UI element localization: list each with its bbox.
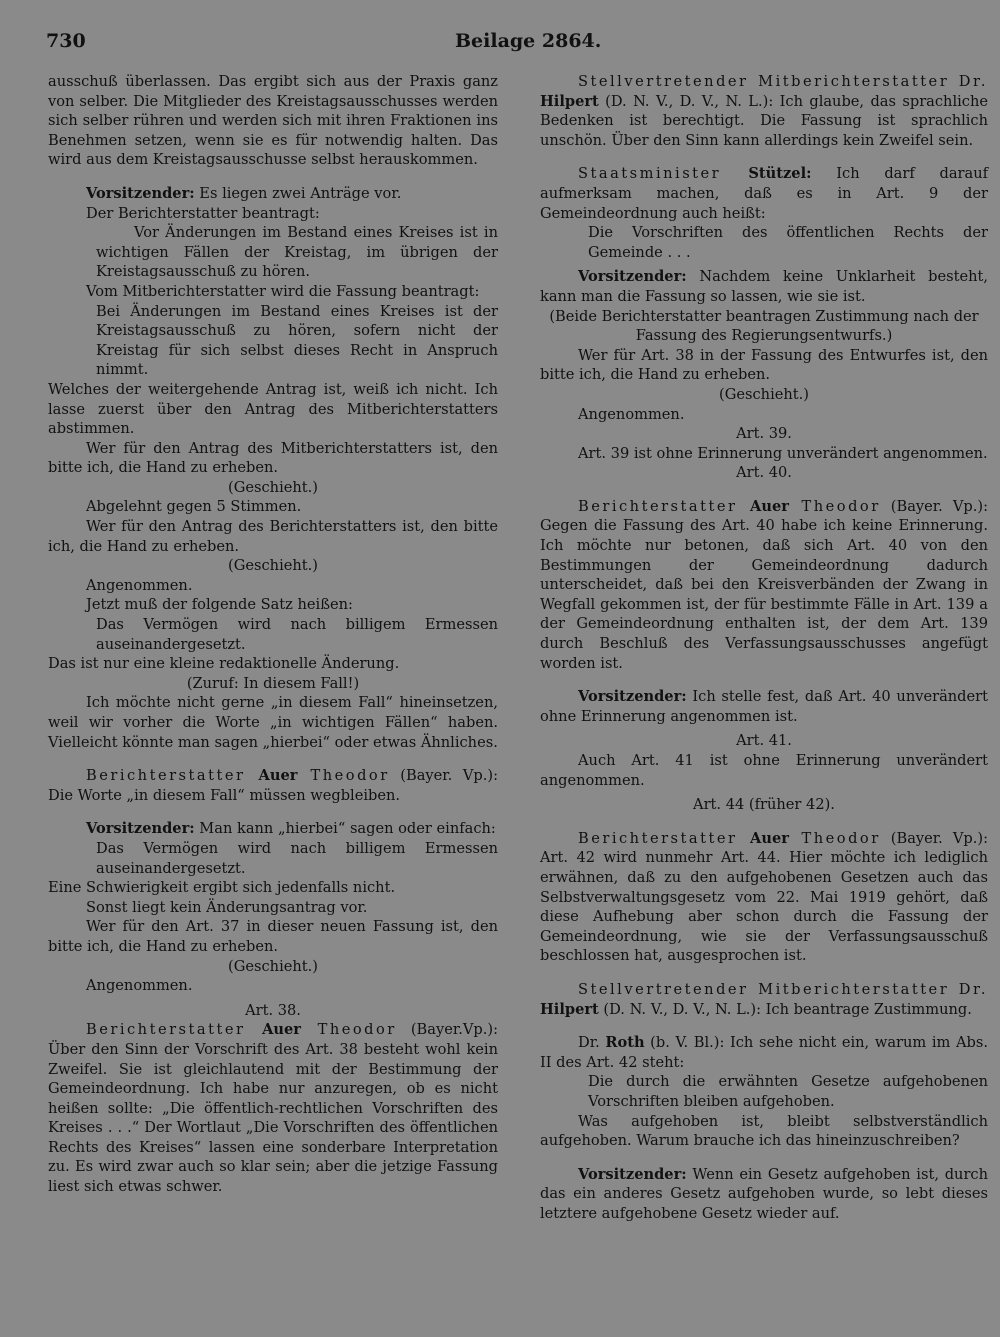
speech-text: (D. N. V., D. V., N. L.): Ich glaube, das sprachliche Bedenken ist berechtigt. Die Fassung ist sprachlich unschön. Über den Sinn kann allerdings kein Zweifel sein. — [540, 92, 988, 149]
speaker-name: Vorsitzender: — [86, 820, 195, 838]
speaker-paragraph — [540, 1033, 988, 1072]
speech-text: (b. V. Bl.): Ich sehe nicht ein, warum im Abs. II des Art. 42 steht: — [540, 1034, 988, 1071]
paragraph: Auch Art. 41 ist ohne Erinnerung unverändert angenommen. — [540, 752, 988, 789]
speaker-title: Dr. — [578, 1034, 606, 1052]
speech-text: (Bayer. Vp.): Gegen die Fassung des Art. 40 habe ich keine Erinnerung. Ich möchte nur betonen, daß sich Art. 40 von den Bestimmungen der Gemeindeordnung dadurch unterscheidet, daß bei den Kreisverbänden der Zwang in Wegfall gekommen ist, der für bestimmte Fälle in Art. 139 a der Gemeindeordnung enthalten ist, der dem Art. 139 durch Beschluß des Verfassungsausschusses angefügt worden ist. — [540, 497, 988, 672]
paragraph: Jetzt muß der folgende Satz heißen: — [86, 596, 353, 614]
paragraph: Angenommen. — [578, 405, 685, 423]
paragraph: Wer für den Art. 37 in dieser neuen Fassung ist, den bitte ich, die Hand zu erheben. — [48, 918, 498, 955]
speaker-name: Auer — [258, 767, 298, 785]
quoted-text: Vor Änderungen im Bestand eines Kreises ist in wichtigen Fällen der Kreistag, im übrigen der Kreistagsausschuß zu hören. — [96, 224, 498, 281]
paragraph: Eine Schwierigkeit ergibt sich jedenfalls nicht. — [48, 879, 396, 897]
stage-direction: (Beide Berichterstatter beantragen Zustimmung nach der Fassung des Regierungsentwurfs.) — [549, 307, 979, 345]
article-heading: Art. 40. — [736, 464, 792, 482]
stage-direction: (Geschieht.) — [228, 478, 318, 496]
speaker-paragraph — [48, 184, 498, 204]
article-heading: Art. 41. — [736, 732, 792, 750]
speech-text: (Bayer. Vp.): Die Worte „in diesem Fall“ müssen wegbleiben. — [48, 767, 498, 804]
speaker-name: Auer — [750, 497, 789, 515]
speaker-name: Auer — [262, 1021, 301, 1039]
paragraph: ausschuß überlassen. Das ergibt sich aus der Praxis ganz von selber. Die Mitglieder des Kreistagsausschusses werden sich selber rühren und werden sich mit ihren Fraktionen ins Benehmen setzen, wenn sie es für notwendig halten. Das wird aus dem Kreistagsausschusse selbst herauskommen. — [48, 73, 498, 169]
speaker-paragraph — [540, 72, 988, 150]
paragraph: Welches der weitergehende Antrag ist, weiß ich nicht. Ich lasse zuerst über den Antrag des Mitberichterstatters abstimmen. — [48, 380, 498, 438]
speaker-paragraph — [540, 687, 988, 726]
speech-text: Es liegen zwei Anträge vor. — [194, 184, 402, 202]
paragraph: Ich möchte nicht gerne „in diesem Fall“ hineinsetzen, weil wir vorher die Worte „in wichtigen Fällen“ haben. Vielleicht könnte man sagen „hierbei“ oder etwas Ähnliches. — [48, 694, 498, 751]
right-column — [540, 72, 988, 1223]
speaker-paragraph — [540, 497, 988, 673]
paragraph: Das ist nur eine kleine redaktionelle Änderung. — [48, 655, 400, 673]
speech-text: Man kann „hierbei“ sagen oder einfach: — [194, 820, 496, 838]
interjection: (Zuruf: In diesem Fall!) — [186, 674, 360, 692]
paragraph: Wer für den Antrag des Mitberichterstatters ist, den bitte ich, die Hand zu erheben. — [48, 439, 498, 477]
speaker-paragraph — [540, 980, 988, 1019]
speaker-firstname: Theodor — [297, 767, 390, 785]
stage-direction: (Geschieht.) — [228, 957, 318, 975]
speaker-paragraph — [540, 829, 988, 966]
speaker-firstname: Theodor — [788, 829, 881, 847]
quoted-text: Das Vermögen wird nach billigem Ermessen auseinandergesetzt. — [96, 616, 498, 653]
speaker-role: Berichterstatter — [86, 767, 259, 785]
paragraph: Wer für den Antrag des Berichterstatters ist, den bitte ich, die Hand zu erheben. — [48, 518, 498, 555]
speech-text: (Bayer. Vp.): Art. 42 wird nunmehr Art. 44. Hier möchte ich lediglich erwähnen, daß zu den aufgehobenen Gesetzen auch das Selbstverwaltungsgesetz vom 22. Mai 1919 gehört, daß diese Aufhebung aber schon durch die Fassung der Gemeindeordnung, wie sie der Verfassungsausschuß beschlossen hat, ausgesprochen ist. — [540, 829, 988, 965]
left-column — [48, 72, 498, 1197]
speaker-role: Stellvertretender Mitberichterstatter Dr. — [578, 980, 988, 998]
speaker-role: Berichterstatter — [578, 497, 751, 515]
speaker-role: Stellvertretender Mitberichterstatter Dr. — [578, 73, 988, 90]
speaker-firstname: Theodor — [300, 1021, 397, 1039]
quoted-text: Das Vermögen wird nach billigem Ermessen auseinandergesetzt. — [96, 839, 498, 877]
speaker-name: Vorsitzender: — [578, 688, 687, 706]
paragraph: Abgelehnt gegen 5 Stimmen. — [86, 498, 302, 516]
paragraph: Was aufgehoben ist, bleibt selbstverständlich aufgehoben. Warum brauche ich das hineinzuschreiben? — [540, 1112, 988, 1150]
paragraph: Wer für Art. 38 in der Fassung des Entwurfes ist, den bitte ich, die Hand zu erheben. — [540, 346, 988, 384]
article-heading: Art. 38. — [245, 1001, 301, 1019]
page-title: Beilage 2864. — [455, 30, 602, 52]
speaker-role: Berichterstatter — [86, 1021, 263, 1039]
speech-text: Ich stelle fest, daß Art. 40 unverändert ohne Erinnerung angenommen ist. — [540, 688, 988, 725]
speaker-paragraph — [540, 267, 988, 306]
speaker-role: Berichterstatter — [578, 829, 751, 847]
quoted-text: Die durch die erwähnten Gesetze aufgehobenen Vorschriften bleiben aufgehoben. — [588, 1073, 988, 1110]
stage-direction: (Geschieht.) — [228, 557, 318, 575]
article-heading: Art. 39. — [736, 425, 792, 443]
speaker-name: Hilpert — [540, 1000, 599, 1018]
speech-text: Nachdem keine Unklarheit besteht, kann man die Fassung so lassen, wie sie ist. — [540, 268, 988, 305]
speaker-name: Vorsitzender: — [578, 268, 687, 286]
speech-text: Ich darf darauf aufmerksam machen, daß es in Art. 9 der Gemeindeordnung auch heißt: — [540, 165, 988, 222]
quoted-motion: Bei Änderungen im Bestand eines Kreises ist der Kreistagsausschuß zu hören, sofern nicht der Kreistag für sich selbst dieses Recht in Anspruch nimmt. — [96, 302, 498, 379]
speaker-name: Vorsitzender: — [86, 184, 195, 202]
speaker-firstname: Theodor — [788, 497, 881, 515]
quoted-text: Die Vorschriften des öffentlichen Rechts der Gemeinde . . . — [588, 224, 988, 261]
paragraph: Angenommen. — [86, 576, 193, 594]
speaker-name: Auer — [750, 829, 789, 847]
paragraph: Der Berichterstatter beantragt: — [86, 204, 320, 222]
speaker-paragraph — [48, 819, 498, 839]
paragraph: Vom Mitberichterstatter wird die Fassung beantragt: — [86, 282, 480, 300]
paragraph: Art. 39 ist ohne Erinnerung unverändert angenommen. — [578, 444, 988, 462]
speech-text: (D. N. V., D. V., N. L.): Ich beantrage Zustimmung. — [598, 1000, 972, 1018]
speaker-paragraph — [540, 1165, 988, 1224]
speaker-paragraph — [48, 766, 498, 805]
speaker-paragraph — [540, 164, 988, 223]
speech-text: (Bayer.Vp.): Über den Sinn der Vorschrift des Art. 38 besteht wohl kein Zweifel. Sie ist gleichlautend mit der Bestimmung der Gemeindeordnung. Ich habe nur anzuregen, ob es nicht heißen sollte: „Die öffentlich-rechtlichen Vorschriften des Kreises . . .“ Der Wortlaut „Die Vorschriften des öffentlichen Rechts des Kreises“ lassen eine sonderbare Interpretation zu. Es wird zwar auch so klar sein; aber die jetzige Fassung liest sich etwas schwer. — [48, 1021, 498, 1196]
speaker-paragraph — [48, 1020, 498, 1196]
speech-text: Wenn ein Gesetz aufgehoben ist, durch das ein anderes Gesetz aufgehoben wurde, so lebt dieses letztere aufgehobene Gesetz wieder auf. — [540, 1165, 988, 1222]
article-heading: Art. 44 (früher 42). — [693, 796, 835, 814]
speaker-role: Staatsminister — [578, 165, 749, 183]
speaker-name: Vorsitzender: — [578, 1165, 687, 1183]
quoted-motion — [48, 223, 498, 282]
paragraph: Angenommen. — [86, 977, 193, 995]
stage-direction: (Geschieht.) — [719, 385, 809, 403]
paragraph: Sonst liegt kein Änderungsantrag vor. — [86, 898, 368, 916]
speaker-name: Hilpert — [540, 92, 599, 110]
speaker-name: Roth — [605, 1034, 645, 1052]
speaker-name: Stützel: — [748, 165, 812, 183]
page-number: 730 — [46, 30, 86, 52]
